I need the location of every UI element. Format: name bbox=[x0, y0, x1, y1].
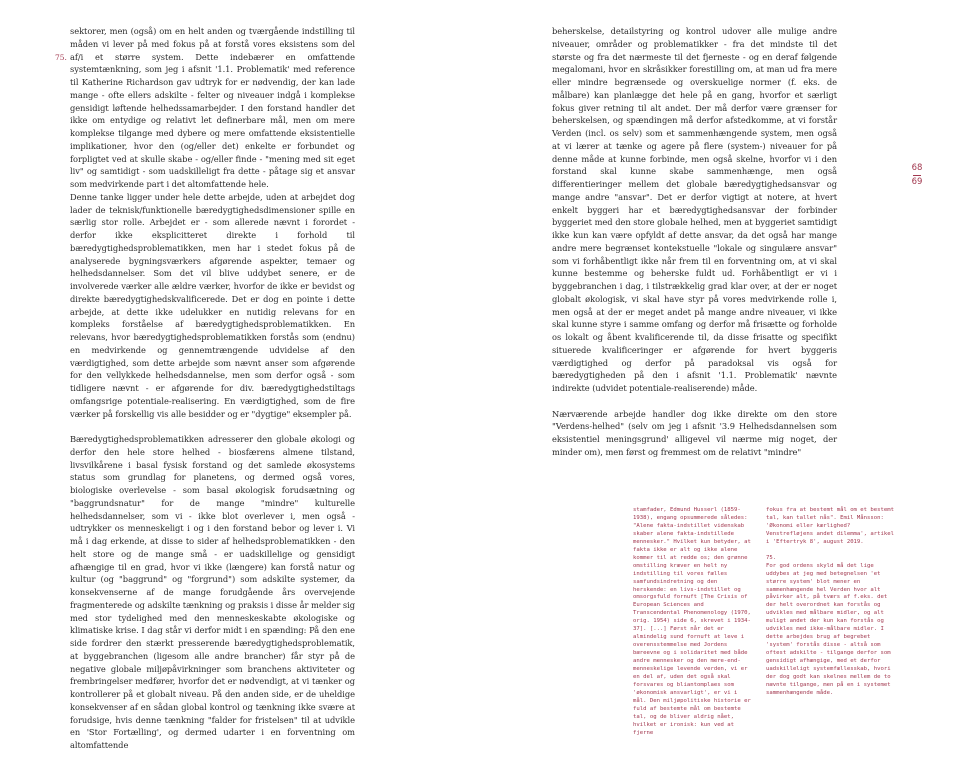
page-numbers bbox=[910, 164, 924, 187]
paragraph: beherskelse, detailstyring og kontrol udover alle mulige andre niveauer, områder og problematikker - fra det mindste til det største og fra det nærmeste til det fjerneste - og en deraf følgende megalomani, hvor en skråsikker forestilling om, at man ud fra mere eller mindre begrænsede og overskuelige normer (f. eks. de målbare) kan planlægge det hele på en gang, hvorfor et særligt fokus giver retning til alt andet. Der må derfor være grænser for beherskelsen, og spændingen må derfor afstedkomme, at vi forstår Verden (incl. os selv) som et sammenhængende system, men også at vi lærer at tænke og agere på flere (system-) niveauer for på denne måde at kunne forbinde, men også skelne, hvorfor vi i den forstand skal kunne skabe sammenhænge, men også differentieringer mellem det globale bæredygtighedsansvar og mange andre "ansvar". Det er derfor vigtigt at notere, at hvert enkelt byggeri har et bæredygtighedsansvar der forbinder byggeriet med den store globale helhed, men at byggeriet samtidigt ikke kun kan være opfyldt af dette ansvar, da det også har mange andre mere begrænset kontekstuelle "lokale og singulære ansvar" som vi forhåbentligt ikke når frem til en forventning om, at vi skal kunne bestemme og beherske fuldt ud. Forhåbentligt er vi i byggebranchen i dag, i tilstrækkelig grad klar over, at der er noget globalt økologisk, vi skal have styr på vores medvirkende rolle i, men også at der er meget andet på mange andre niveauer, vi ikke skal kunne styre i samme omfang og derfor må frisætte og forholde os lokalt og åbent kvalificerende til, da disse frisatte og specifikt situerede kvalificeringer er afgørende for hvert byggeris værdigtighed og derfor på paradoksal vis også for bæredygtigheden på den i afsnit '1.1. Problematik' nævnte indirekte (udvidet potentiale-realiserende) måde. bbox=[552, 26, 837, 393]
footnote-text: stamfader, Edmund Husserl (1859-1938), engang opsummerede således: "Alene fakta-indstillet videnskab skaber alene fakta-indstillede mennesker." Hvilket kun betyder, at fakta ikke er alt og ikke alene kommer til at redde os; den grønne omstilling kræver en helt ny indstilling til vores fælles samfundsindretning og den herskende: en livs-indstillet og omsorgsfuld fornuft [The Crisis of European Sciences and Transcendental Phenomenology (1970, orig. 1954) side 6, skrevet i 1934-37]. [...] Først når det er almindelig sund fornuft at leve i overensstemmelse med Jordens bæreevne og i solidaritet med både andre mennesker og den mere-end-menneskelige levende verden, vi er en del af, uden det også skal forsvares og bliantomplaes som 'økonomisk ansvarligt', er vi i mål. Den miljøpolitiske historie er fuld af bestemte mål om bestemte tal, og de bliver aldrig nået, hvilket er ironisk: kun ved at fjerne bbox=[633, 507, 751, 736]
footnote-column-b bbox=[766, 507, 896, 698]
footnote-text: For god ordens skyld må det lige uddybes at jeg med betegnelsen 'et større system' blot mener en sammenhængende hel Verden hvor alt påvirker alt, på tværs af f.eks. det der helt overordnet kan forstås og udvikles med målbare midler, og alt muligt andet der kun kan forstås og udvikles med ikke-målbare midler. I dette arbejdes brug af begrebet 'system' forstås disse - altså som oftest adskilte - tilgange derfor som gensidigt afhængige, med et derfor uadskilleligt systemfællesskab, hvori der dog godt kan skelnes mellem de to nævnte tilgange, men på en i systemet sammenhængende måde. bbox=[766, 562, 891, 696]
paragraph: Nærværende arbejde handler dog ikke direkte om den store "Verdens-helhed" (selv om jeg i afsnit '3.9 Helhedsdannelsen som eksistentiel meningsgrund' alligevel vil nærme mig noget, der minder om), men først og fremmest om de relativt "mindre" bbox=[552, 408, 837, 457]
right-page-number: 69 bbox=[911, 177, 923, 187]
footnote-number: 75. bbox=[766, 554, 777, 561]
left-page-body bbox=[70, 25, 355, 752]
right-page-body bbox=[552, 25, 837, 459]
left-page-number: 68 bbox=[911, 163, 923, 173]
footnote-text: fokus fra at bestemt mål om et bestemt tal, kan tallet nås". Emil Månsson: 'Økonomi eller kærlighed? Venstrefløjens andet dilemma', artikel i 'Eftertryk 8', august 2019. bbox=[766, 507, 894, 545]
page-number-divider bbox=[913, 175, 921, 176]
margin-note-number: 75. bbox=[55, 53, 67, 62]
paragraph: sektorer, men (også) om en helt anden og tværgående indstilling til måden vi lever på med fokus på at forstå vores eksistens som del af/i et større system. Dette indebærer en omfattende systemtænkning, som jeg i afsnit '1.1. Problematik' med reference til Katherine Richardson gav udtryk for er nødvendig, der kan lade mange - ofte ellers adskilte - felter og niveauer indgå i komplekse gensidigt løftende helhedssamarbejder. I den forstand handler det ikke om entydige og relativt let definerbare mål, men om mere komplekse tilgange med dybere og mere omfattende eksistentielle implikationer, hvor den (og/eller det) enkelte er forbundet og forpligtet ved at skulle skabe - og/eller finde - "mening med sit eget liv" og samtidigt - som uadskilleligt fra dette - påtage sig et ansvar som medvirkende part i det altomfattende hele. bbox=[70, 26, 355, 189]
paragraph: Denne tanke ligger under hele dette arbejde, uden at arbejdet dog lader de teknisk/funktionelle bæredygtighedsdimensioner spille en særlig stor rolle. Arbejdet er - som allerede nævnt i forordet - derfor ikke eksplicitteret direkte i forhold til bæredygtighedsproblematikken, men har i stedet fokus på de analyserede bygningsværkers afgørende aspekter, temaer og helhedsdannelser. Som det vil blive uddybet senere, er de involverede værker alle ældre værker, hvorfor de ikke er bevidst og direkte bæredygtighedskvalificerede. Det er dog en pointe i dette arbejde, at dette ikke udelukker en nutidig relevans for en kompleks forståelse af bæredygtighedsproblematikken. En relevans, hvor bæredygtighedsproblematikken forstås som (endnu) en medvirkende og gennemtrængende udvidelse af den værdigtighed, som dette arbejde som nævnt anser som afgørende for den vellykkede helhedsdannelse, men som derfor også - som tidligere nævnt - er afgørende for div. bæredygtighedstiltags omfangsrige potentiale-realisering. En værdigtighed, som de fire værker på forskellig vis alle besidder og er "dygtige" eksempler på. bbox=[70, 191, 355, 419]
footnote-column-a bbox=[633, 507, 751, 738]
paragraph: Bæredygtighedsproblematikken adresserer den globale økologi og derfor den hele store helhed - biosfærens almene tilstand, livsvilkårene i basal fysisk forstand og det samlede økosystems status som grundlag for planetens, og dermed også vores, biologiske overlevelse - som basal økologisk forudsætning og "baggrundsnatur" for de mange "mindre" kulturelle helhedsdannelser, som vi - ikke blot overlever i, men også - udtrykker os menneskeligt i og i den forstand bebor og lever i. Vi må i dag erkende, at disse to sider af helhedsproblematikken - den helt store og de mange små - er uadskillelige og gensidigt afhængige til en grad, hvor vi ikke (længere) kan forstå natur og kultur (og "baggrund" og "forgrund") som adskilte systemer, da konsekvenserne af de mange forudgående års overvejende fragmenterede og adskilte tænkning og praksis i disse år melder sig med stor tydelighed med den menneskeskabte økologiske og klimatiske krise. I dag står vi derfor midt i en spænding: På den ene side fordrer den stærkt presserende bæredygtighedsproblematik, at byggebranchen (ligesom alle andre brancher) får styr på de negative globale miljøpåvirkninger som branchens aktiviteter og frembringelser medfører, hvorfor det er nødvendigt, at vi tænker og kontrollerer på et globalt niveau. På den anden side, er de uheldige konsekvenser af en sådan global kontrol og tænkning ikke svære at forudsige, hvis denne tænkning "falder for fristelsen" til at udvikle en 'Stor Fortælling', og dermed udarter i en forventning om altomfattende bbox=[70, 434, 355, 750]
